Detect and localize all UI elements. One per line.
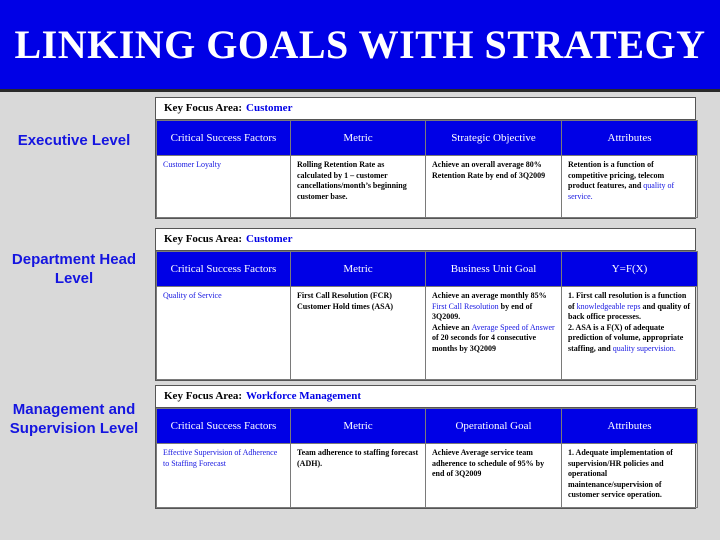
header-objective: Strategic Objective: [426, 121, 562, 156]
level-label-department-head: Department Head Level: [11, 251, 137, 287]
metric-cell: Team adherence to staffing forecast (ADH).: [291, 444, 426, 508]
yfx-text: and quality of back office processes.: [568, 301, 691, 321]
attributes-cell: 1. Adequate implementation of supervision/HR policies and operational maintenance/supervision of customer service operation.: [562, 444, 698, 508]
section-management-supervision: [155, 385, 696, 509]
goal-text: Achieve an: [432, 322, 470, 332]
table-header-row: [157, 121, 698, 156]
table-header-row: [157, 409, 698, 444]
goal-cell: [426, 287, 562, 380]
section-executive: [155, 97, 696, 219]
csf-cell: Quality of Service: [157, 287, 291, 380]
csf-cell: Effective Supervision of Adherence to Staffing Forecast: [157, 444, 291, 508]
header-csf: Critical Success Factors: [157, 121, 291, 156]
metric-cell: Rolling Retention Rate as calculated by 1 – customer cancellations/month’s beginning customer base.: [291, 156, 426, 218]
attributes-highlight: quality of service.: [568, 181, 675, 201]
header-attributes: Attributes: [562, 121, 698, 156]
attributes-text: Retention is a function of competitive pricing, telecom product features, and: [568, 160, 665, 190]
objective-cell: Achieve an overall average 80% Retention Rate by end of 3Q2009: [426, 156, 562, 218]
yfx-cell: [562, 287, 698, 380]
yfx-highlight-supervision: quality supervision.: [612, 343, 676, 353]
slide-title: LINKING GOALS WITH STRATEGY: [14, 22, 706, 67]
goal-highlight-fcr: First Call Resolution: [432, 301, 499, 311]
key-focus-label: Key Focus Area:: [164, 102, 243, 114]
table-row: [157, 444, 698, 508]
goal-highlight-asa: Average Speed of Answer: [471, 322, 555, 332]
header-attributes: Attributes: [562, 409, 698, 444]
goal-table: [156, 251, 698, 380]
goal-cell: Achieve Average service team adherence to schedule of 95% by end of 3Q2009: [426, 444, 562, 508]
header-goal: Business Unit Goal: [426, 252, 562, 287]
header-metric: Metric: [291, 121, 426, 156]
yfx-text: 2. ASA is a F(X) of adequate prediction of volume, appropriate staffing, and: [568, 322, 684, 353]
key-focus-value: Customer: [246, 233, 293, 245]
table-row: [157, 156, 698, 218]
goal-text: by end of 3Q2009.: [432, 301, 533, 321]
key-focus-area: [156, 98, 695, 120]
key-focus-label: Key Focus Area:: [164, 233, 243, 245]
header-metric: Metric: [291, 252, 426, 287]
goal-table: [156, 408, 698, 508]
key-focus-area: [156, 386, 695, 408]
level-label-management-supervision: Management and Supervision Level: [9, 401, 139, 437]
yfx-text: 1. First call resolution is a function of: [568, 291, 687, 311]
header-csf: Critical Success Factors: [157, 252, 291, 287]
table-header-row: [157, 252, 698, 287]
metric-cell: First Call Resolution (FCR) Customer Hold times (ASA): [291, 287, 426, 380]
header-metric: Metric: [291, 409, 426, 444]
table-row: [157, 287, 698, 380]
header-csf: Critical Success Factors: [157, 409, 291, 444]
level-label-executive: Executive Level: [17, 132, 131, 149]
goal-text: Achieve an average monthly 85%: [432, 291, 547, 300]
csf-cell: Customer Loyalty: [157, 156, 291, 218]
header-goal: Operational Goal: [426, 409, 562, 444]
key-focus-value: Workforce Management: [246, 390, 361, 402]
title-bar: [0, 0, 720, 92]
yfx-highlight-reps: knowledgeable reps: [576, 301, 641, 311]
goal-table: [156, 120, 698, 218]
key-focus-label: Key Focus Area:: [164, 390, 243, 402]
key-focus-value: Customer: [246, 102, 293, 114]
section-department-head: [155, 228, 696, 381]
header-yfx: Y=F(X): [562, 252, 698, 287]
key-focus-area: [156, 229, 695, 251]
attributes-cell: [562, 156, 698, 218]
goal-text: of 20 seconds for 4 consecutive months by 3Q2009: [432, 333, 537, 353]
